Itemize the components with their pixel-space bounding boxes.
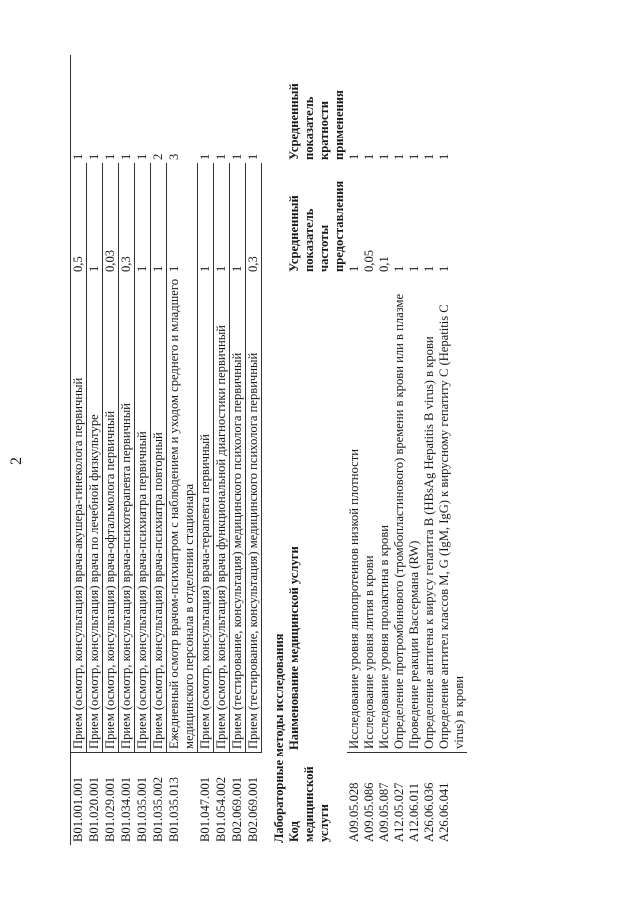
table-row: [437, 55, 467, 845]
cell-frequency: 1: [167, 163, 198, 275]
cell-frequency: 1: [198, 163, 214, 275]
cell-multiplicity: 1: [377, 153, 391, 160]
table-row: [377, 55, 392, 845]
cell-frequency: 1: [214, 163, 230, 275]
cell-code: B01.035.001: [135, 776, 149, 842]
cell-frequency: 0,3: [119, 163, 135, 275]
cell-name: Прием (тестирование, консультация) медицинского психолога первичный: [230, 275, 246, 753]
cell-code: A26.06.036: [422, 782, 436, 842]
cell-name: Прием (осмотр, консультация) врача-офтальмолога первичный: [103, 275, 119, 753]
cell-name: Проведение реакции Вассермана (RW): [407, 275, 422, 753]
cell-frequency: 1: [135, 163, 151, 275]
table-row: [246, 55, 262, 845]
table-row: [422, 55, 437, 845]
header-frequency: Усредненный показатель частоты предоставления: [287, 180, 346, 272]
cell-multiplicity: 1: [230, 153, 244, 160]
cell-frequency: 0,1: [377, 256, 391, 272]
cell-code: B01.035.002: [151, 776, 165, 842]
cell-code: A12.06.011: [407, 782, 421, 842]
table-header-row: [287, 55, 347, 845]
cell-multiplicity: 1: [87, 153, 101, 160]
cell-name: Прием (осмотр, консультация) врача-психиатра первичный: [135, 275, 151, 753]
cell-frequency: 0,3: [246, 163, 262, 275]
cell-multiplicity: 1: [246, 153, 260, 160]
cell-name: Прием (осмотр, консультация) врача-терапевта первичный: [198, 275, 214, 753]
cell-code: A12.05.027: [392, 782, 406, 842]
cell-multiplicity: 1: [214, 153, 228, 160]
cell-name: Определение антител классов M, G (IgM, IgG) к вирусному гепатиту C (Hepatitis C virus) в крови: [437, 275, 467, 753]
cell-name: Прием (осмотр, консультация) врача функциональной диагностики первичный: [214, 275, 230, 753]
cell-code: B01.035.013: [167, 776, 181, 842]
cell-frequency: 1: [422, 265, 436, 272]
cell-frequency: 1: [347, 265, 361, 272]
cell-code: B01.020.001: [87, 776, 101, 842]
cell-name: Исследование уровня липопротеинов низкой плотности: [347, 275, 362, 753]
cell-code: B02.069.001: [230, 776, 244, 842]
cell-code: B01.029.001: [103, 776, 117, 842]
cell-multiplicity: 1: [362, 153, 376, 160]
table-row: [135, 55, 151, 845]
cell-multiplicity: 1: [119, 153, 133, 160]
cell-name: Исследование уровня пролактина в крови: [377, 275, 392, 753]
cell-code: A09.05.087: [377, 782, 391, 842]
cell-frequency: 0,03: [103, 163, 119, 275]
cell-frequency: 0,05: [362, 249, 376, 272]
cell-frequency: 1: [392, 265, 406, 272]
cell-code: A09.05.028: [347, 782, 361, 842]
table-row: [214, 55, 230, 845]
cell-name: Прием (осмотр, консультация) врача-психотерапевта первичный: [119, 275, 135, 753]
cell-code: B01.034.001: [119, 776, 133, 842]
cell-code: B01.001.001: [70, 753, 87, 845]
cell-multiplicity: 1: [407, 153, 421, 160]
cell-name: Определение протромбинового (тромбопластинового) времени в крови или в плазме: [392, 275, 407, 753]
cell-multiplicity: 1: [422, 153, 436, 160]
table-row: [70, 55, 87, 845]
table-row: [167, 55, 198, 845]
lab-methods-table: [347, 55, 467, 845]
cell-multiplicity: 1: [347, 153, 361, 160]
cell-code: A09.05.086: [362, 782, 376, 842]
header-multiplicity: Усредненный показатель кратности применения: [287, 83, 346, 160]
table-row: [87, 55, 103, 845]
cell-multiplicity: 1: [103, 153, 117, 160]
section-title: Лабораторные методы исследования: [272, 633, 286, 843]
consultations-table: [70, 55, 262, 845]
cell-multiplicity: 1: [135, 153, 149, 160]
header-code: Код медицинской услуги: [287, 766, 331, 842]
cell-frequency: 1: [87, 163, 103, 275]
page-number: 2: [8, 457, 25, 465]
table-row: [151, 55, 167, 845]
cell-multiplicity: 1: [392, 153, 406, 160]
cell-name: Определение антигена к вирусу гепатита B (HBsAg Hepatitis B virus) в крови: [422, 275, 437, 753]
cell-code: B01.047.001: [198, 776, 212, 842]
cell-multiplicity: 1: [437, 153, 451, 160]
cell-frequency: 1: [407, 265, 421, 272]
cell-name: Прием (тестирование, консультация) медицинского психолога первичный: [246, 275, 262, 753]
cell-name: Исследование уровня лития в крови: [362, 275, 377, 753]
services-table: [70, 55, 467, 845]
table-row: [347, 55, 362, 845]
table-row: [103, 55, 119, 845]
cell-name: Прием (осмотр, консультация) врача по лечебной физкультуре: [87, 275, 103, 753]
table-row: [230, 55, 246, 845]
table-row: [407, 55, 422, 845]
table-row: [362, 55, 377, 845]
cell-frequency: 0,5: [70, 163, 87, 275]
cell-multiplicity: 1: [70, 55, 87, 163]
cell-multiplicity: 2: [151, 153, 165, 160]
cell-multiplicity: 3: [167, 153, 181, 160]
cell-code: B01.054.002: [214, 776, 228, 842]
cell-frequency: 1: [230, 163, 246, 275]
cell-code: A26.06.041: [437, 782, 451, 842]
cell-name: Прием (осмотр, консультация) врача-акушера-гинеколога первичный: [70, 275, 87, 753]
cell-name: Ежедневный осмотр врачом-психиатром с наблюдением и уходом среднего и младшего медицинского персонала в отделении стационара: [167, 275, 198, 753]
cell-multiplicity: 1: [198, 153, 212, 160]
cell-code: B02.069.001: [246, 776, 260, 842]
table-row: [392, 55, 407, 845]
header-name: Наименование медицинской услуги: [287, 546, 301, 750]
cell-frequency: 1: [437, 265, 451, 272]
cell-frequency: 1: [151, 163, 167, 275]
table-row: [119, 55, 135, 845]
table-row: [198, 55, 214, 845]
cell-name: Прием (осмотр, консультация) врача-психиатра повторный: [151, 275, 167, 753]
